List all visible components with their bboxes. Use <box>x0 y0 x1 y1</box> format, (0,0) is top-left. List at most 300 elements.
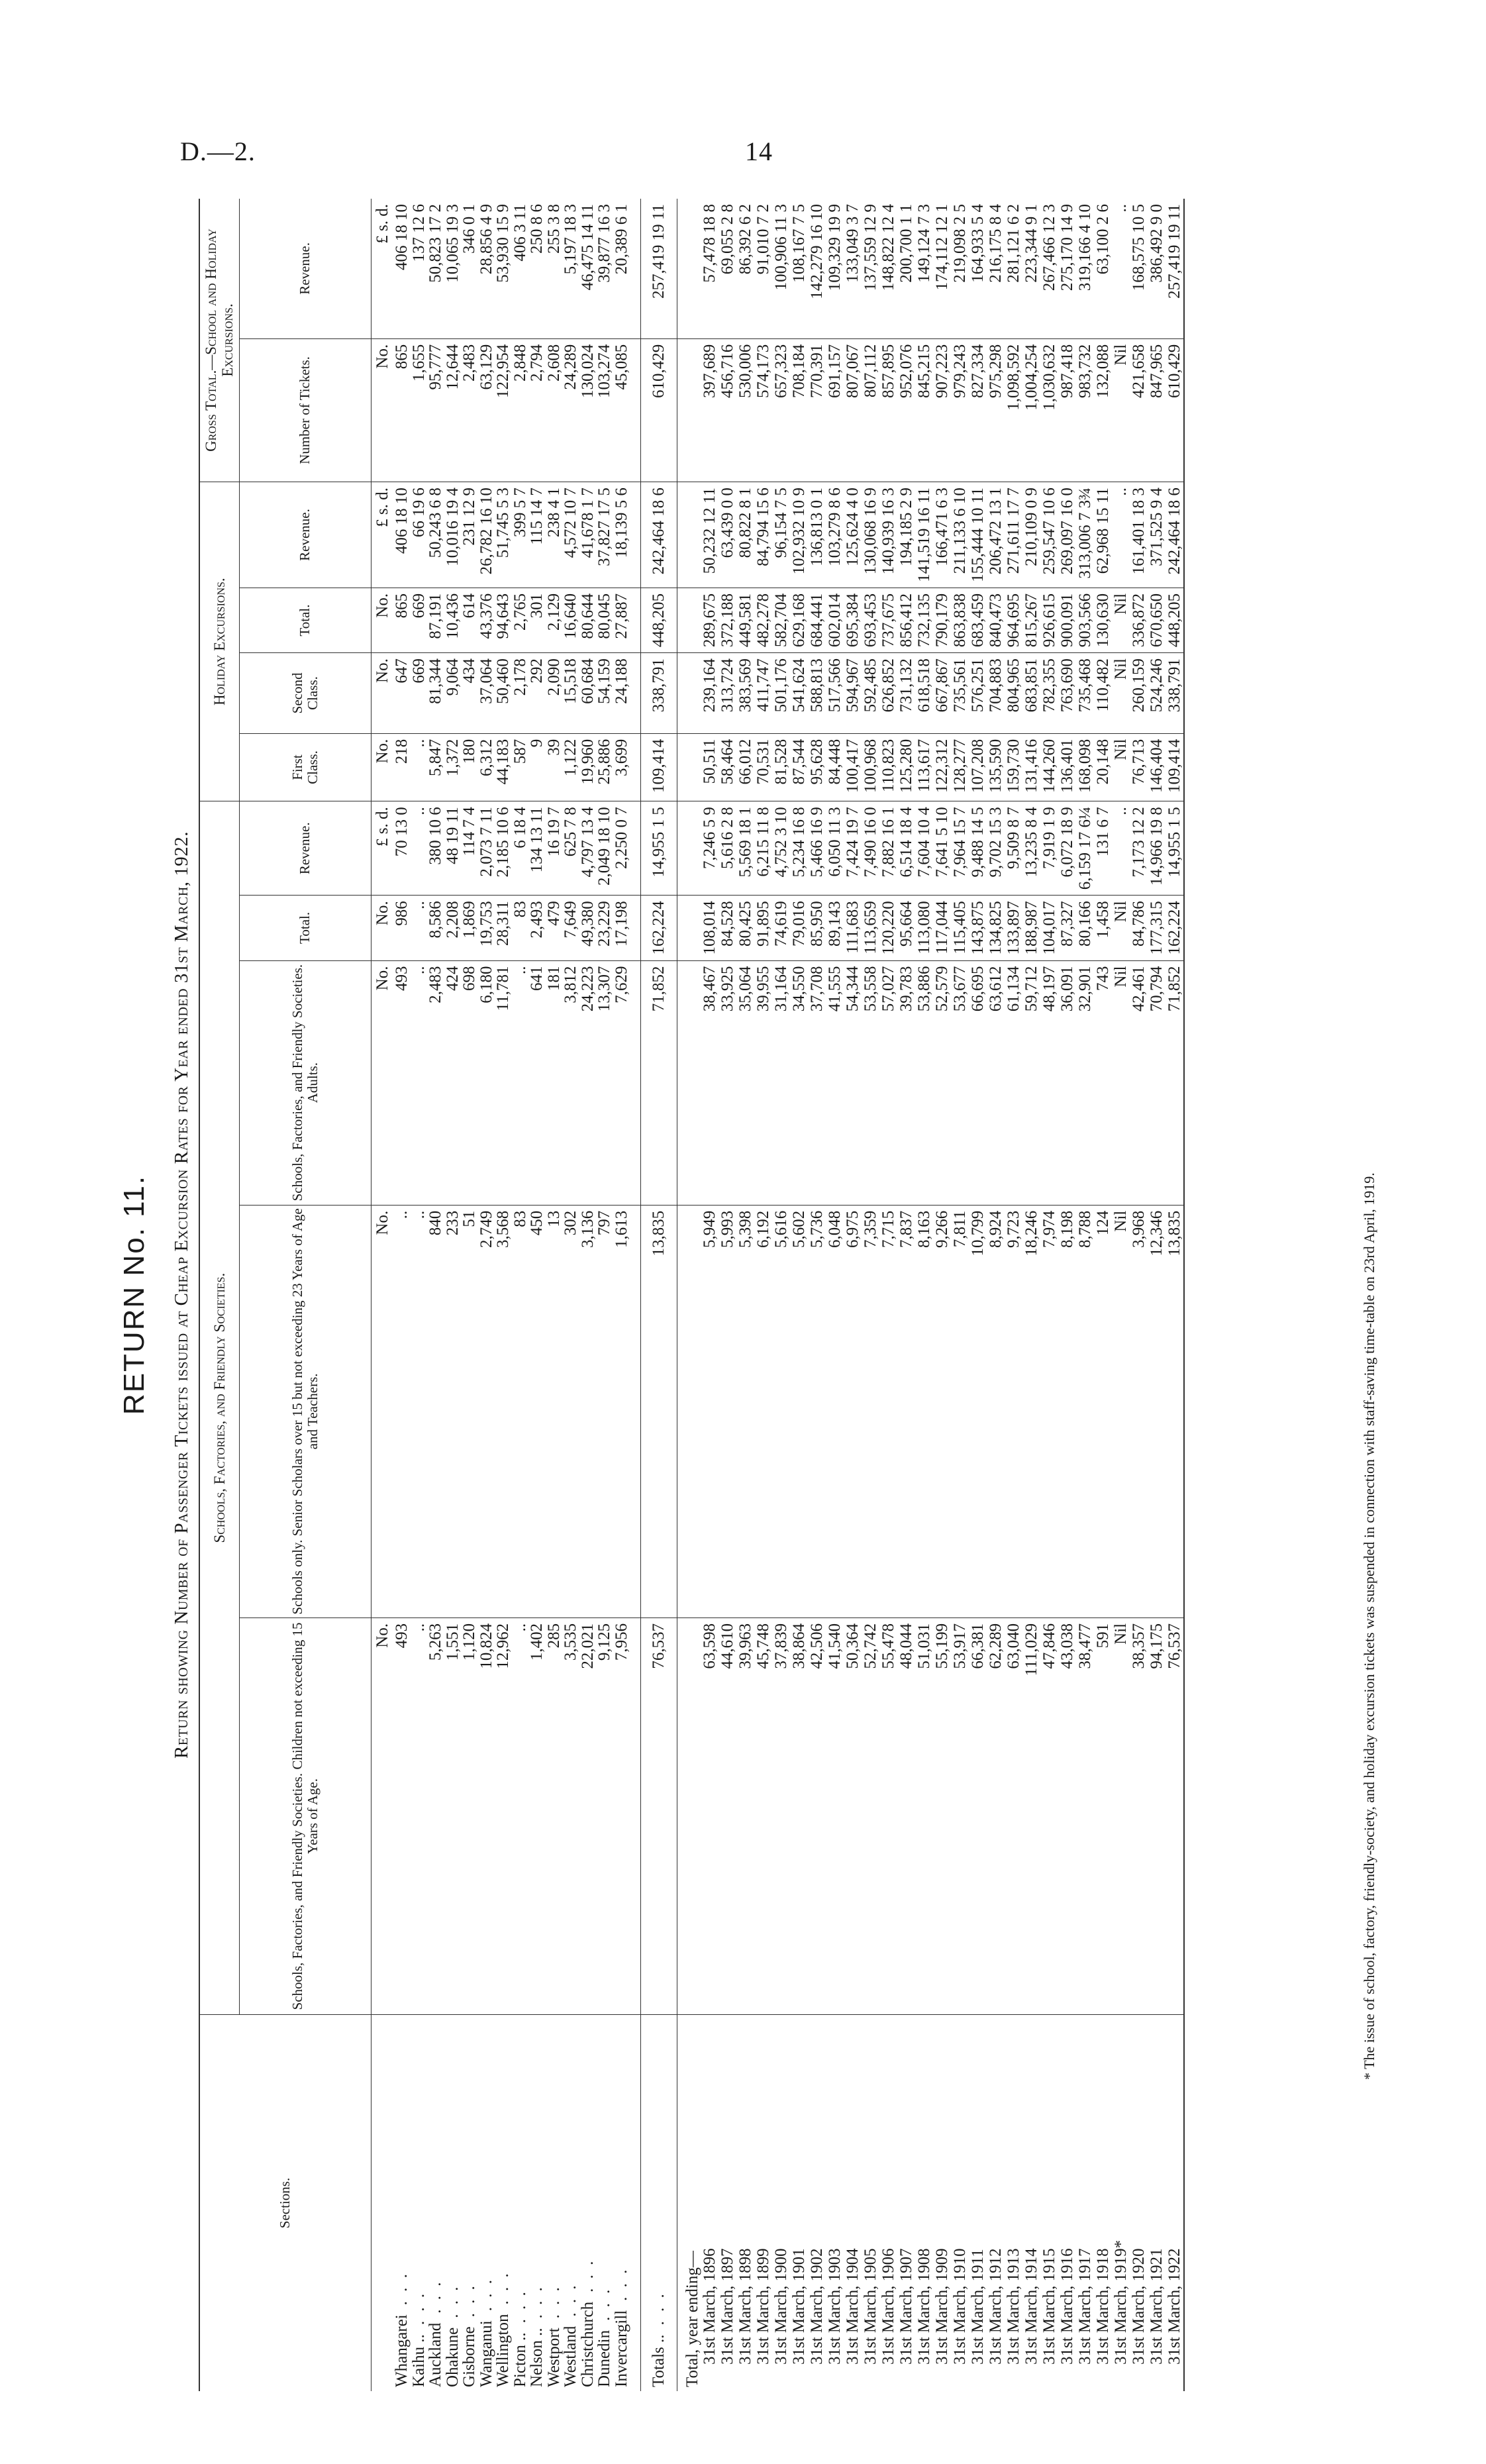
table-cell: 57,027 <box>879 960 897 1205</box>
section-name <box>1094 2015 1112 2392</box>
table-cell: 142,279 16 10 <box>808 199 826 338</box>
table-cell: 38,357 <box>1130 1617 1148 2014</box>
section-label: Wellington <box>494 2314 513 2387</box>
table-cell: 79,016 <box>790 896 808 960</box>
table-cell: 146,404 <box>1148 733 1165 801</box>
table-cell: 18,139 5 6 <box>613 482 630 588</box>
section-name <box>701 2015 718 2392</box>
table-cell: 8,198 <box>1058 1205 1076 1617</box>
table-cell: 7,715 <box>879 1205 897 1617</box>
section-name <box>844 2015 862 2392</box>
table-cell: 140,939 16 3 <box>879 482 897 588</box>
spacer-cell <box>630 960 641 1205</box>
table-cell: 94,175 <box>1148 1617 1165 2014</box>
table-cell: 137 12 6 <box>411 199 428 338</box>
section-label: 31st March, 1920 <box>1130 2248 1148 2365</box>
unit-cell: £ s. d. <box>371 482 393 588</box>
table-cell: 12,346 <box>1148 1205 1165 1617</box>
table-cell: Nil <box>1112 733 1130 801</box>
table-cell: 6,975 <box>844 1205 862 1617</box>
table-cell: 76,713 <box>1130 733 1148 801</box>
table-cell: 397,689 <box>701 338 718 482</box>
section-label: Invercargill <box>612 2310 630 2387</box>
spacer-cell <box>630 653 641 734</box>
table-cell: 91,010 7 2 <box>754 199 772 338</box>
table-cell: 986 <box>393 896 411 960</box>
section-name <box>411 2015 428 2392</box>
table-cell: 292 <box>528 653 546 734</box>
header-group-gross: Gross Total.—School and Holiday Excursions. <box>199 199 239 482</box>
spacer-cell <box>630 801 641 896</box>
table-cell: 110,823 <box>879 733 897 801</box>
table-cell: 10,016 19 4 <box>444 482 462 588</box>
table-cell: 37,827 17 5 <box>596 482 613 588</box>
table-cell: 81,344 <box>427 653 444 734</box>
table-cell: 125,624 4 0 <box>844 482 862 588</box>
section-name <box>897 2015 915 2392</box>
table-cell: Nil <box>1112 588 1130 652</box>
table-cell: 2,493 <box>528 896 546 960</box>
table-cell: 115,405 <box>951 896 969 960</box>
table-cell: 48,197 <box>1040 960 1058 1205</box>
unit-cell: No. <box>371 653 393 734</box>
table-cell: 863,838 <box>951 588 969 652</box>
table-cell: 804,965 <box>1005 653 1022 734</box>
table-cell: 625 7 8 <box>562 801 579 896</box>
table-cell: 10,824 <box>478 1617 495 2014</box>
table-cell: 7,490 16 0 <box>862 801 879 896</box>
table-cell: 159,730 <box>1005 733 1022 801</box>
table-cell: 319,166 4 10 <box>1076 199 1094 338</box>
table-cell: 47,846 <box>1040 1617 1058 2014</box>
section-label: Westland <box>562 2326 580 2387</box>
table-cell: 34,550 <box>790 960 808 1205</box>
leader-dots: . . . <box>477 2277 495 2312</box>
table-cell: 103,274 <box>596 338 613 482</box>
table-cell: 86,392 6 2 <box>736 199 754 338</box>
section-row <box>393 199 411 2391</box>
section-row <box>596 199 613 2391</box>
table-cell: 372,188 <box>718 588 736 652</box>
table-cell: 983,732 <box>1076 338 1094 482</box>
table-cell: 180 <box>461 733 478 801</box>
table-cell: 695,384 <box>844 588 862 652</box>
table-cell: 161,401 18 3 <box>1130 482 1148 588</box>
table-cell: 117,044 <box>933 896 951 960</box>
table-cell: 60,684 <box>579 653 597 734</box>
table-cell: 162,224 <box>1165 896 1184 960</box>
table-cell: 35,064 <box>736 960 754 1205</box>
table-cell: 42,461 <box>1130 960 1148 1205</box>
table-cell: 987,418 <box>1058 338 1076 482</box>
table-cell: 1,372 <box>444 733 462 801</box>
table-cell: 46,475 14 11 <box>579 199 597 338</box>
table-cell: 80,166 <box>1076 896 1094 960</box>
table-cell: 87,327 <box>1058 896 1076 960</box>
unit-cell-empty <box>371 2015 393 2392</box>
history-row <box>897 199 915 2391</box>
section-label: 31st March, 1914 <box>1022 2248 1041 2365</box>
table-cell: 41,678 1 7 <box>579 482 597 588</box>
unit-cell: No. <box>371 1617 393 2014</box>
table-cell: 737,675 <box>879 588 897 652</box>
section-label: Christchurch <box>578 2301 597 2387</box>
table-cell: 338,791 <box>641 653 677 734</box>
table-cell: 107,208 <box>969 733 987 801</box>
empty-cell <box>677 653 701 734</box>
table-cell: 39,877 16 3 <box>596 199 613 338</box>
table-cell: 424 <box>444 960 462 1205</box>
table-cell: 610,429 <box>1165 338 1184 482</box>
table-cell: 50,460 <box>495 653 512 734</box>
table-cell: 267,466 12 3 <box>1040 199 1058 338</box>
table-cell: 371,525 9 4 <box>1148 482 1165 588</box>
table-cell: 406 18 10 <box>393 482 411 588</box>
table-cell: 110,482 <box>1094 653 1112 734</box>
table-cell: 7,974 <box>1040 1205 1058 1617</box>
table-cell: 259,547 10 6 <box>1040 482 1058 588</box>
table-cell: 96,154 7 5 <box>772 482 790 588</box>
section-name <box>427 2015 444 2392</box>
table-cell: 100,417 <box>844 733 862 801</box>
history-row <box>790 199 808 2391</box>
spacer-row <box>630 199 641 2391</box>
table-cell: Nil <box>1112 896 1130 960</box>
table-cell: 10,065 19 3 <box>444 199 462 338</box>
table-cell: 122,312 <box>933 733 951 801</box>
table-cell: 69,055 2 8 <box>718 199 736 338</box>
section-label: Gisborne <box>460 2326 479 2387</box>
table-cell: 70 13 0 <box>393 801 411 896</box>
table-cell: 926,615 <box>1040 588 1058 652</box>
table-cell: 7,246 5 9 <box>701 801 718 896</box>
table-cell: 6,514 18 4 <box>897 801 915 896</box>
table-cell: .. <box>1112 482 1130 588</box>
table-cell: 48 19 11 <box>444 801 462 896</box>
section-row <box>546 199 563 2391</box>
table-cell: 587 <box>512 733 529 801</box>
table-cell: 166,471 6 3 <box>933 482 951 588</box>
table-cell: 7,424 19 7 <box>844 801 862 896</box>
table-cell: 134 13 11 <box>528 801 546 896</box>
table-cell: 128,277 <box>951 733 969 801</box>
table-cell: 20,389 6 1 <box>613 199 630 338</box>
table-cell: 133,897 <box>1005 896 1022 960</box>
section-label: 31st March, 1903 <box>826 2248 844 2365</box>
section-name <box>772 2015 790 2392</box>
section-label: Auckland <box>426 2322 445 2387</box>
table-cell: 89,143 <box>826 896 844 960</box>
table-cell: 9,266 <box>933 1205 951 1617</box>
section-label: Nelson .. <box>528 2328 546 2387</box>
section-name <box>951 2015 969 2392</box>
table-cell: 32,901 <box>1076 960 1094 1205</box>
empty-cell <box>677 1205 701 1617</box>
table-cell: 479 <box>546 896 563 960</box>
table-cell: 219,098 2 5 <box>951 199 969 338</box>
table-cell: 14,955 1 5 <box>1165 801 1184 896</box>
section-name <box>987 2015 1005 2392</box>
section-label: Picton .. <box>511 2332 529 2387</box>
table-cell: 807,067 <box>844 338 862 482</box>
table-cell: 28,856 4 9 <box>478 199 495 338</box>
table-cell: 233 <box>444 1205 462 1617</box>
table-cell: 137,559 12 9 <box>862 199 879 338</box>
table-cell: 669 <box>411 653 428 734</box>
section-label: 31st March, 1922 <box>1165 2248 1184 2365</box>
table-cell: 13,235 8 4 <box>1022 801 1040 896</box>
table-cell: 12,644 <box>444 338 462 482</box>
table-cell: 71,852 <box>1165 960 1184 1205</box>
leader-dots: . . . <box>393 2271 411 2306</box>
spacer-cell <box>630 2015 641 2392</box>
unit-cell: No. <box>371 338 393 482</box>
unit-cell: No. <box>371 896 393 960</box>
table-cell: 80,425 <box>736 896 754 960</box>
table-cell: 979,243 <box>951 338 969 482</box>
table-cell: 18,246 <box>1022 1205 1040 1617</box>
section-name <box>790 2015 808 2392</box>
table-cell: 1,098,592 <box>1005 338 1022 482</box>
table-cell: 5,616 2 8 <box>718 801 736 896</box>
section-name <box>1040 2015 1058 2392</box>
table-cell: 2,049 18 10 <box>596 801 613 896</box>
table-cell: 5,847 <box>427 733 444 801</box>
section-name <box>1058 2015 1076 2392</box>
table-cell: 1,551 <box>444 1617 462 2014</box>
table-cell: 731,132 <box>897 653 915 734</box>
section-name <box>495 2015 512 2392</box>
header-adults: Schools, Factories, and Friendly Societies. Adults. <box>239 960 371 1205</box>
history-row <box>718 199 736 2391</box>
table-cell: 33,925 <box>718 960 736 1205</box>
table-cell: 493 <box>393 960 411 1205</box>
section-label: 31st March, 1906 <box>879 2248 898 2365</box>
section-label: 31st March, 1904 <box>844 2248 862 2365</box>
section-label: 31st March, 1918 <box>1094 2248 1113 2365</box>
table-cell: Nil <box>1112 960 1130 1205</box>
table-cell: 7,629 <box>613 960 630 1205</box>
table-cell: 5,569 18 1 <box>736 801 754 896</box>
table-cell: 6,215 11 8 <box>754 801 772 896</box>
table-cell: 582,704 <box>772 588 790 652</box>
table-cell: 23,229 <box>596 896 613 960</box>
table-cell: 24,188 <box>613 653 630 734</box>
section-name <box>736 2015 754 2392</box>
unit-row <box>371 199 393 2391</box>
table-cell: 6,180 <box>478 960 495 1205</box>
table-cell: 131,416 <box>1022 733 1040 801</box>
table-cell: 5,616 <box>772 1205 790 1617</box>
leader-dots: . . . <box>511 2289 529 2324</box>
section-name <box>718 2015 736 2392</box>
table-cell: 109,329 19 9 <box>826 199 844 338</box>
table-cell: 657,323 <box>772 338 790 482</box>
table-cell: 856,412 <box>897 588 915 652</box>
table-cell: 10,436 <box>444 588 462 652</box>
table-cell: 8,163 <box>915 1205 933 1617</box>
table-cell: 37,839 <box>772 1617 790 2014</box>
table-cell: 610,429 <box>641 338 677 482</box>
table-cell: 210,109 0 9 <box>1022 482 1040 588</box>
table-cell: 133,049 3 7 <box>844 199 862 338</box>
spacer-cell <box>630 482 641 588</box>
table-cell: 13,835 <box>641 1205 677 1617</box>
table-cell: 257,419 19 11 <box>641 199 677 338</box>
table-cell: 7,173 12 2 <box>1130 801 1148 896</box>
table-cell: 188,987 <box>1022 896 1040 960</box>
table-cell: .. <box>411 1205 428 1617</box>
table-cell: 5,263 <box>427 1617 444 2014</box>
table-cell: 14,966 19 8 <box>1148 801 1165 896</box>
table-cell: 41,540 <box>826 1617 844 2014</box>
table-cell: 9,702 15 3 <box>987 801 1005 896</box>
table-cell: Nil <box>1112 1617 1130 2014</box>
table-cell: 541,624 <box>790 653 808 734</box>
history-row <box>879 199 897 2391</box>
table-cell: 206,472 13 1 <box>987 482 1005 588</box>
table-cell: 135,590 <box>987 733 1005 801</box>
table-cell: 17,198 <box>613 896 630 960</box>
section-name <box>933 2015 951 2392</box>
table-cell: 83 <box>512 896 529 960</box>
section-label: 31st March, 1905 <box>862 2248 880 2365</box>
table-cell: 242,464 18 6 <box>641 482 677 588</box>
section-name <box>562 2015 579 2392</box>
table-cell: 95,628 <box>808 733 826 801</box>
table-cell: 155,444 10 11 <box>969 482 987 588</box>
table-cell: 406 18 10 <box>393 199 411 338</box>
table-cell: 6,050 11 3 <box>826 801 844 896</box>
table-cell: 691,157 <box>826 338 844 482</box>
table-cell: 9,723 <box>1005 1205 1022 1617</box>
table-cell: 200,700 1 1 <box>897 199 915 338</box>
table-cell: 3,568 <box>495 1205 512 1617</box>
section-name <box>596 2015 613 2392</box>
table-cell: 257,419 19 11 <box>1165 199 1184 338</box>
table-cell: 975,298 <box>987 338 1005 482</box>
unit-cell: £ s. d. <box>371 801 393 896</box>
spacer-cell <box>630 588 641 652</box>
table-cell: 54,159 <box>596 653 613 734</box>
table-cell: 49,380 <box>579 896 597 960</box>
table-cell: Nil <box>1112 338 1130 482</box>
table-cell: 38,864 <box>790 1617 808 2014</box>
table-cell: 790,179 <box>933 588 951 652</box>
table-cell: 7,359 <box>862 1205 879 1617</box>
table-cell: 16,640 <box>562 588 579 652</box>
table-cell: 63,598 <box>701 1617 718 2014</box>
table-cell: 275,170 14 9 <box>1058 199 1076 338</box>
table-cell: 735,468 <box>1076 653 1094 734</box>
section-label: 31st March, 1901 <box>790 2248 809 2365</box>
table-cell: 76,537 <box>641 1617 677 2014</box>
table-cell: 667,867 <box>933 653 951 734</box>
table-cell: 313,006 7 3¾ <box>1076 482 1094 588</box>
table-cell: 782,355 <box>1040 653 1058 734</box>
empty-cell <box>677 801 701 896</box>
table-cell: 2,178 <box>512 653 529 734</box>
table-cell: 260,159 <box>1130 653 1148 734</box>
table-cell: 3,535 <box>562 1617 579 2014</box>
history-row <box>1130 199 1148 2391</box>
table-cell: 840 <box>427 1205 444 1617</box>
table-cell: 91,895 <box>754 896 772 960</box>
table-cell: 164,933 5 4 <box>969 199 987 338</box>
table-cell: 16 19 7 <box>546 801 563 896</box>
leader-dots: . . . <box>562 2283 580 2317</box>
table-cell: 144,260 <box>1040 733 1058 801</box>
table-cell: 301 <box>528 588 546 652</box>
table-cell: 704,883 <box>987 653 1005 734</box>
unit-cell: No. <box>371 960 393 1205</box>
section-name <box>754 2015 772 2392</box>
table-cell: 136,813 0 1 <box>808 482 826 588</box>
table-cell: 53,917 <box>951 1617 969 2014</box>
table-cell: 124 <box>1094 1205 1112 1617</box>
section-name <box>613 2015 630 2392</box>
section-name <box>808 2015 826 2392</box>
table-cell: 130,024 <box>579 338 597 482</box>
leader-dots: . . . <box>460 2283 479 2318</box>
table-cell: 53,886 <box>915 960 933 1205</box>
table-cell: 647 <box>393 653 411 734</box>
leader-dots: . . . <box>595 2286 614 2321</box>
table-cell: 1,120 <box>461 1617 478 2014</box>
section-row <box>512 199 529 2391</box>
table-cell: 4,797 13 4 <box>579 801 597 896</box>
table-cell: 285 <box>546 1617 563 2014</box>
table-cell: 807,112 <box>862 338 879 482</box>
table-cell: 336,872 <box>1130 588 1148 652</box>
table-cell: 1,869 <box>461 896 478 960</box>
history-row <box>1022 199 1040 2391</box>
table-cell: 2,185 10 6 <box>495 801 512 896</box>
table-cell: 94,643 <box>495 588 512 652</box>
table-cell: 39,963 <box>736 1617 754 2014</box>
table-cell: 55,199 <box>933 1617 951 2014</box>
table-cell: 618,518 <box>915 653 933 734</box>
table-cell: 177,315 <box>1148 896 1165 960</box>
section-row <box>528 199 546 2391</box>
table-body <box>371 199 1184 2391</box>
table-cell: 95,777 <box>427 338 444 482</box>
table-cell: 51 <box>461 1205 478 1617</box>
table-cell: 143,875 <box>969 896 987 960</box>
table-cell: 281,121 6 2 <box>1005 199 1022 338</box>
history-row <box>915 199 933 2391</box>
table-cell: 113,617 <box>915 733 933 801</box>
table-cell: 450 <box>528 1205 546 1617</box>
table-cell: 6,072 18 9 <box>1058 801 1076 896</box>
history-row <box>1148 199 1165 2391</box>
section-row <box>411 199 428 2391</box>
table-cell: 7,649 <box>562 896 579 960</box>
table-cell: 63,612 <box>987 960 1005 1205</box>
section-label: Westport <box>544 2328 563 2387</box>
table-cell: 36,091 <box>1058 960 1076 1205</box>
section-name <box>444 2015 462 2392</box>
table-cell: 827,334 <box>969 338 987 482</box>
table-cell: 614 <box>461 588 478 652</box>
section-name <box>528 2015 546 2392</box>
table-cell: 797 <box>596 1205 613 1617</box>
table-cell: 83 <box>512 1205 529 1617</box>
table-cell: 3,699 <box>613 733 630 801</box>
table-cell: 136,401 <box>1058 733 1076 801</box>
section-label: Dunedin <box>595 2330 614 2387</box>
table-cell: 815,267 <box>1022 588 1040 652</box>
